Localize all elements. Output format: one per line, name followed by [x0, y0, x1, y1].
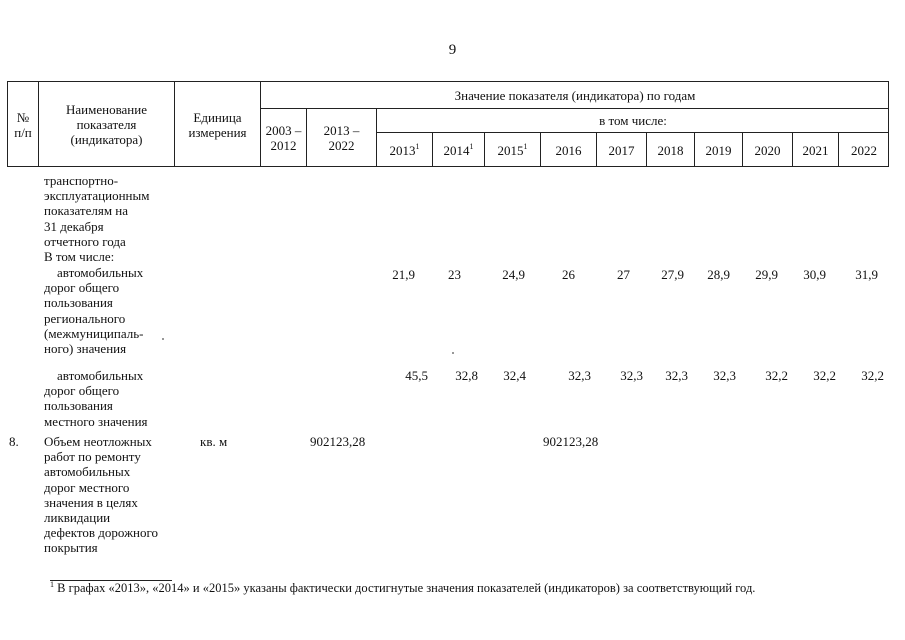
header-year-2016: 2016 — [555, 142, 582, 158]
regional-value-2018: 27,9 — [661, 267, 684, 282]
scan-speck — [162, 338, 164, 340]
header-year-2014: 2014 $^1$ — [443, 142, 474, 158]
local-value-2022: 32,2 — [861, 368, 884, 383]
header-num: № п/п — [14, 109, 32, 140]
header-year-2022: 2022 — [851, 142, 877, 158]
header-year-2019: 2019 — [705, 142, 732, 158]
local-value-2020: 32,2 — [765, 368, 788, 383]
regional-value-2020: 29,9 — [755, 267, 778, 282]
row-regional-text: автомобильных дорог общего пользования регионального (межмуниципаль- ного) значения — [44, 265, 144, 357]
regional-value-2019: 28,9 — [707, 267, 730, 282]
footnote: $^1$ В графах «2013», «2014» и «2015» указаны фактически достигнутые значения показателей (индикаторов) за соответствующий год. — [50, 580, 756, 596]
regional-value-2013: 21,9 — [392, 267, 415, 282]
header-year-2017: 2017 — [608, 142, 635, 158]
header-year-2013: 2013 $^1$ — [389, 142, 420, 158]
regional-value-2022: 31,9 — [855, 267, 878, 282]
regional-value-2021: 30,9 — [803, 267, 826, 282]
row-continued-text: транспортно- эксплуатационным показателям на 31 декабря отчетного года В том числе: — [44, 173, 150, 265]
local-value-2016: 32,3 — [568, 368, 591, 383]
local-value-2021: 32,2 — [813, 368, 836, 383]
regional-value-2017: 27 — [617, 267, 630, 282]
header-year-2018: 2018 — [657, 142, 684, 158]
local-value-2017: 32,3 — [620, 368, 643, 383]
header-year-2015: 2015 $^1$ — [497, 142, 528, 158]
row8-period-total: 902123,28 — [310, 434, 366, 449]
regional-value-2015: 24,9 — [502, 267, 525, 282]
header-period-2003-2012: 2003 – 2012 — [265, 123, 302, 153]
row8-value-2016: 902123,28 — [543, 434, 599, 449]
header-period-2013-2022: 2013 – 2022 — [323, 123, 360, 153]
page-number: 9 — [448, 42, 457, 58]
local-value-2015: 32,4 — [503, 368, 526, 383]
local-value-2014: 32,8 — [455, 368, 478, 383]
header-year-2021: 2021 — [802, 142, 829, 158]
scan-speck — [452, 352, 454, 354]
header-unit: Единица измерения — [188, 109, 247, 140]
regional-value-2016: 26 — [562, 267, 575, 282]
regional-value-2014: 23 — [448, 267, 461, 282]
row-local-text: автомобильных дорог общего пользования местного значения — [44, 368, 148, 429]
header-name: Наименование показателя (индикатора) — [66, 102, 147, 147]
local-value-2019: 32,3 — [713, 368, 736, 383]
row8-unit: кв. м — [200, 434, 228, 449]
header-in-that-number: в том числе: — [599, 113, 667, 128]
header-year-2020: 2020 — [754, 142, 781, 158]
table-header — [7, 81, 889, 167]
local-value-2018: 32,3 — [665, 368, 688, 383]
row8-number: 8. — [9, 434, 19, 449]
header-values-title: Значение показателя (индикатора) по годам — [454, 87, 696, 103]
local-value-2013: 45,5 — [405, 368, 428, 383]
row8-text: Объем неотложных работ по ремонту автомобильных дорог местного значения в целях ликвидации дефектов дорожного покрытия — [44, 434, 159, 556]
